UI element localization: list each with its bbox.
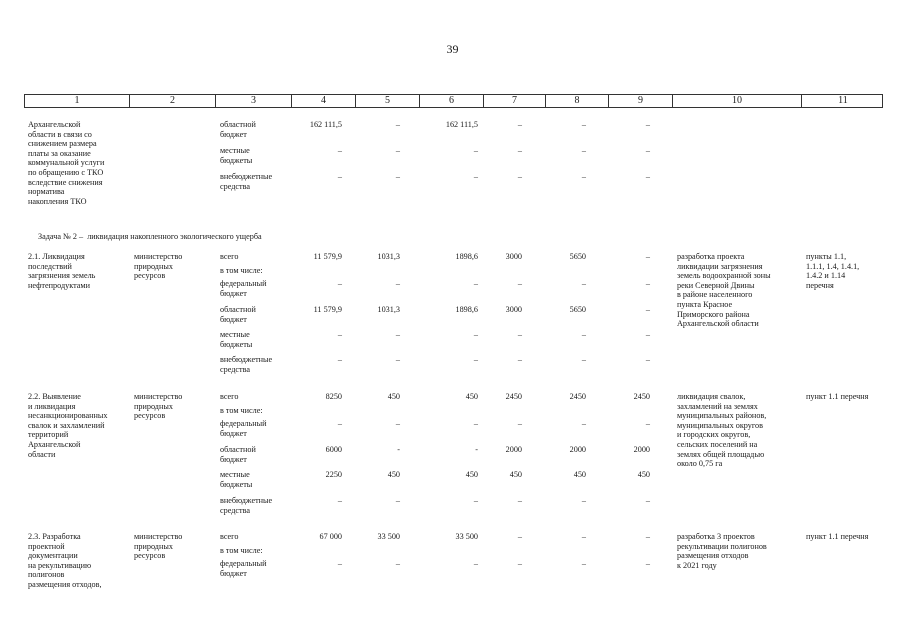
amount-cell: –	[645, 559, 650, 568]
amount-cell: 450	[637, 470, 650, 479]
funding-source: областной бюджет	[220, 120, 256, 139]
funding-source: в том числе:	[220, 546, 263, 555]
amount-cell: –	[581, 559, 586, 568]
amount-cell: –	[645, 252, 650, 261]
header-col-4: 4	[291, 95, 355, 107]
amount-cell: 450	[573, 470, 586, 479]
amount-cell: -	[397, 445, 400, 454]
amount-cell: 3000	[505, 305, 522, 314]
measure-name: 2.3. Разработка проектной документации на рекультивацию полигонов размещения отходов,	[28, 532, 102, 589]
amount-cell: 450	[509, 470, 522, 479]
funding-source: местные бюджеты	[220, 470, 253, 489]
amount-cell: –	[581, 279, 586, 288]
amount-cell: 450	[387, 392, 400, 401]
expected-result: разработка проекта ликвидации загрязнения земель водоохранной зоны реки Северной Двины в районе населенного пункта Красное Приморского района Архангельской области	[677, 252, 771, 329]
funding-source: федеральный бюджет	[220, 279, 267, 298]
amount-cell: 450	[465, 470, 478, 479]
amount-cell: 2000	[505, 445, 522, 454]
expected-result: ликвидация свалок, захламлений на землях муниципальных районов, муниципальных округов и городских округов, сельских поселений на землях общей площадью около 0,75 га	[677, 392, 767, 469]
amount-cell: –	[581, 330, 586, 339]
amount-cell: –	[581, 496, 586, 505]
amount-cell: –	[337, 559, 342, 568]
amount-cell: 11 579,9	[313, 305, 342, 314]
amount-cell: –	[337, 330, 342, 339]
funding-source: внебюджетные средства	[220, 355, 273, 374]
funding-source: федеральный бюджет	[220, 419, 267, 438]
amount-cell: –	[473, 146, 478, 155]
amount-cell: 1031,3	[377, 305, 400, 314]
header-col-3: 3	[215, 95, 291, 107]
amount-cell: –	[395, 172, 400, 181]
amount-cell: –	[645, 532, 650, 541]
amount-cell: 2450	[505, 392, 522, 401]
funding-source: всего	[220, 392, 239, 401]
header-col-11: 11	[801, 95, 884, 107]
amount-cell: –	[645, 496, 650, 505]
amount-cell: –	[337, 279, 342, 288]
table-header-row	[24, 94, 883, 108]
amount-cell: –	[645, 419, 650, 428]
amount-cell: 1031,3	[377, 252, 400, 261]
header-col-7: 7	[483, 95, 545, 107]
amount-cell: –	[645, 172, 650, 181]
measure-name: 2.1. Ликвидация последствий загрязнения земель нефтепродуктами	[28, 252, 96, 290]
amount-cell: –	[395, 146, 400, 155]
amount-cell: –	[473, 355, 478, 364]
amount-cell: –	[517, 559, 522, 568]
measure-name: Архангельской области в связи со снижением размера платы за оказание коммунальной услуги по обращению с ТКО вследствие снижения норматива накопления ТКО	[28, 120, 105, 206]
amount-cell: –	[337, 172, 342, 181]
amount-cell: 11 579,9	[313, 252, 342, 261]
amount-cell: –	[517, 419, 522, 428]
header-col-1: 1	[74, 95, 80, 106]
funding-source: федеральный бюджет	[220, 559, 267, 578]
amount-cell: –	[581, 172, 586, 181]
amount-cell: 2000	[633, 445, 650, 454]
amount-cell: –	[517, 279, 522, 288]
amount-cell: 5650	[569, 305, 586, 314]
expected-result: разработка 3 проектов рекультивации полигонов размещения отходов к 2021 году	[677, 532, 767, 570]
amount-cell: –	[581, 419, 586, 428]
task-heading: Задача № 2 – ликвидация накопленного экологического ущерба	[38, 232, 262, 241]
amount-cell: 450	[387, 470, 400, 479]
amount-cell: 67 000	[319, 532, 342, 541]
amount-cell: –	[473, 172, 478, 181]
amount-cell: 2250	[325, 470, 342, 479]
amount-cell: –	[517, 146, 522, 155]
amount-cell: –	[645, 279, 650, 288]
page-number: 39	[446, 42, 459, 56]
funding-source: всего	[220, 532, 239, 541]
amount-cell: 1898,6	[455, 305, 478, 314]
header-col-6: 6	[419, 95, 483, 107]
amount-cell: –	[517, 355, 522, 364]
amount-cell: –	[517, 172, 522, 181]
amount-cell: –	[581, 146, 586, 155]
funding-source: местные бюджеты	[220, 330, 253, 349]
amount-cell: 33 500	[377, 532, 400, 541]
program-reference: пункт 1.1 перечня	[806, 392, 869, 401]
executor: министерство природных ресурсов	[134, 532, 183, 561]
amount-cell: 450	[465, 392, 478, 401]
header-col-2: 2	[129, 95, 215, 107]
amount-cell: –	[517, 532, 522, 541]
program-reference: пункты 1.1, 1.1.1, 1.4, 1.4.1, 1.4.2 и 1.14 перечня	[806, 252, 860, 290]
amount-cell: 2450	[569, 392, 586, 401]
amount-cell: –	[395, 330, 400, 339]
amount-cell: –	[645, 120, 650, 129]
amount-cell: 6000	[325, 445, 342, 454]
amount-cell: –	[517, 496, 522, 505]
amount-cell: –	[473, 330, 478, 339]
amount-cell: –	[581, 532, 586, 541]
amount-cell: –	[645, 330, 650, 339]
amount-cell: 5650	[569, 252, 586, 261]
amount-cell: –	[473, 496, 478, 505]
amount-cell: –	[395, 496, 400, 505]
amount-cell: 8250	[325, 392, 342, 401]
program-reference: пункт 1.1 перечня	[806, 532, 869, 541]
amount-cell: –	[395, 559, 400, 568]
amount-cell: 2000	[569, 445, 586, 454]
amount-cell: –	[645, 355, 650, 364]
amount-cell: 1898,6	[455, 252, 478, 261]
funding-source: областной бюджет	[220, 445, 256, 464]
amount-cell: –	[645, 305, 650, 314]
amount-cell: 3000	[505, 252, 522, 261]
amount-cell: –	[517, 120, 522, 129]
funding-source: в том числе:	[220, 406, 263, 415]
amount-cell: 162 111,5	[445, 120, 478, 129]
amount-cell: -	[475, 445, 478, 454]
amount-cell: 2450	[633, 392, 650, 401]
amount-cell: –	[337, 355, 342, 364]
amount-cell: –	[645, 146, 650, 155]
amount-cell: –	[581, 355, 586, 364]
amount-cell: –	[473, 559, 478, 568]
funding-source: внебюджетные средства	[220, 172, 273, 191]
amount-cell: –	[337, 146, 342, 155]
header-col-10: 10	[672, 95, 801, 107]
header-col-5: 5	[355, 95, 419, 107]
amount-cell: –	[395, 419, 400, 428]
amount-cell: 162 111,5	[309, 120, 342, 129]
header-col-8: 8	[545, 95, 608, 107]
amount-cell: –	[395, 279, 400, 288]
funding-source: местные бюджеты	[220, 146, 253, 165]
executor: министерство природных ресурсов	[134, 392, 183, 421]
executor: министерство природных ресурсов	[134, 252, 183, 281]
funding-source: областной бюджет	[220, 305, 256, 324]
funding-source: в том числе:	[220, 266, 263, 275]
amount-cell: –	[473, 419, 478, 428]
header-col-9: 9	[608, 95, 672, 107]
amount-cell: –	[517, 330, 522, 339]
amount-cell: –	[337, 496, 342, 505]
measure-name: 2.2. Выявление и ликвидация несанкционированных свалок и захламлений территорий Архангельской области	[28, 392, 108, 459]
funding-source: внебюджетные средства	[220, 496, 273, 515]
amount-cell: –	[337, 419, 342, 428]
amount-cell: –	[395, 355, 400, 364]
funding-source: всего	[220, 252, 239, 261]
amount-cell: –	[581, 120, 586, 129]
amount-cell: –	[473, 279, 478, 288]
amount-cell: 33 500	[455, 532, 478, 541]
amount-cell: –	[395, 120, 400, 129]
